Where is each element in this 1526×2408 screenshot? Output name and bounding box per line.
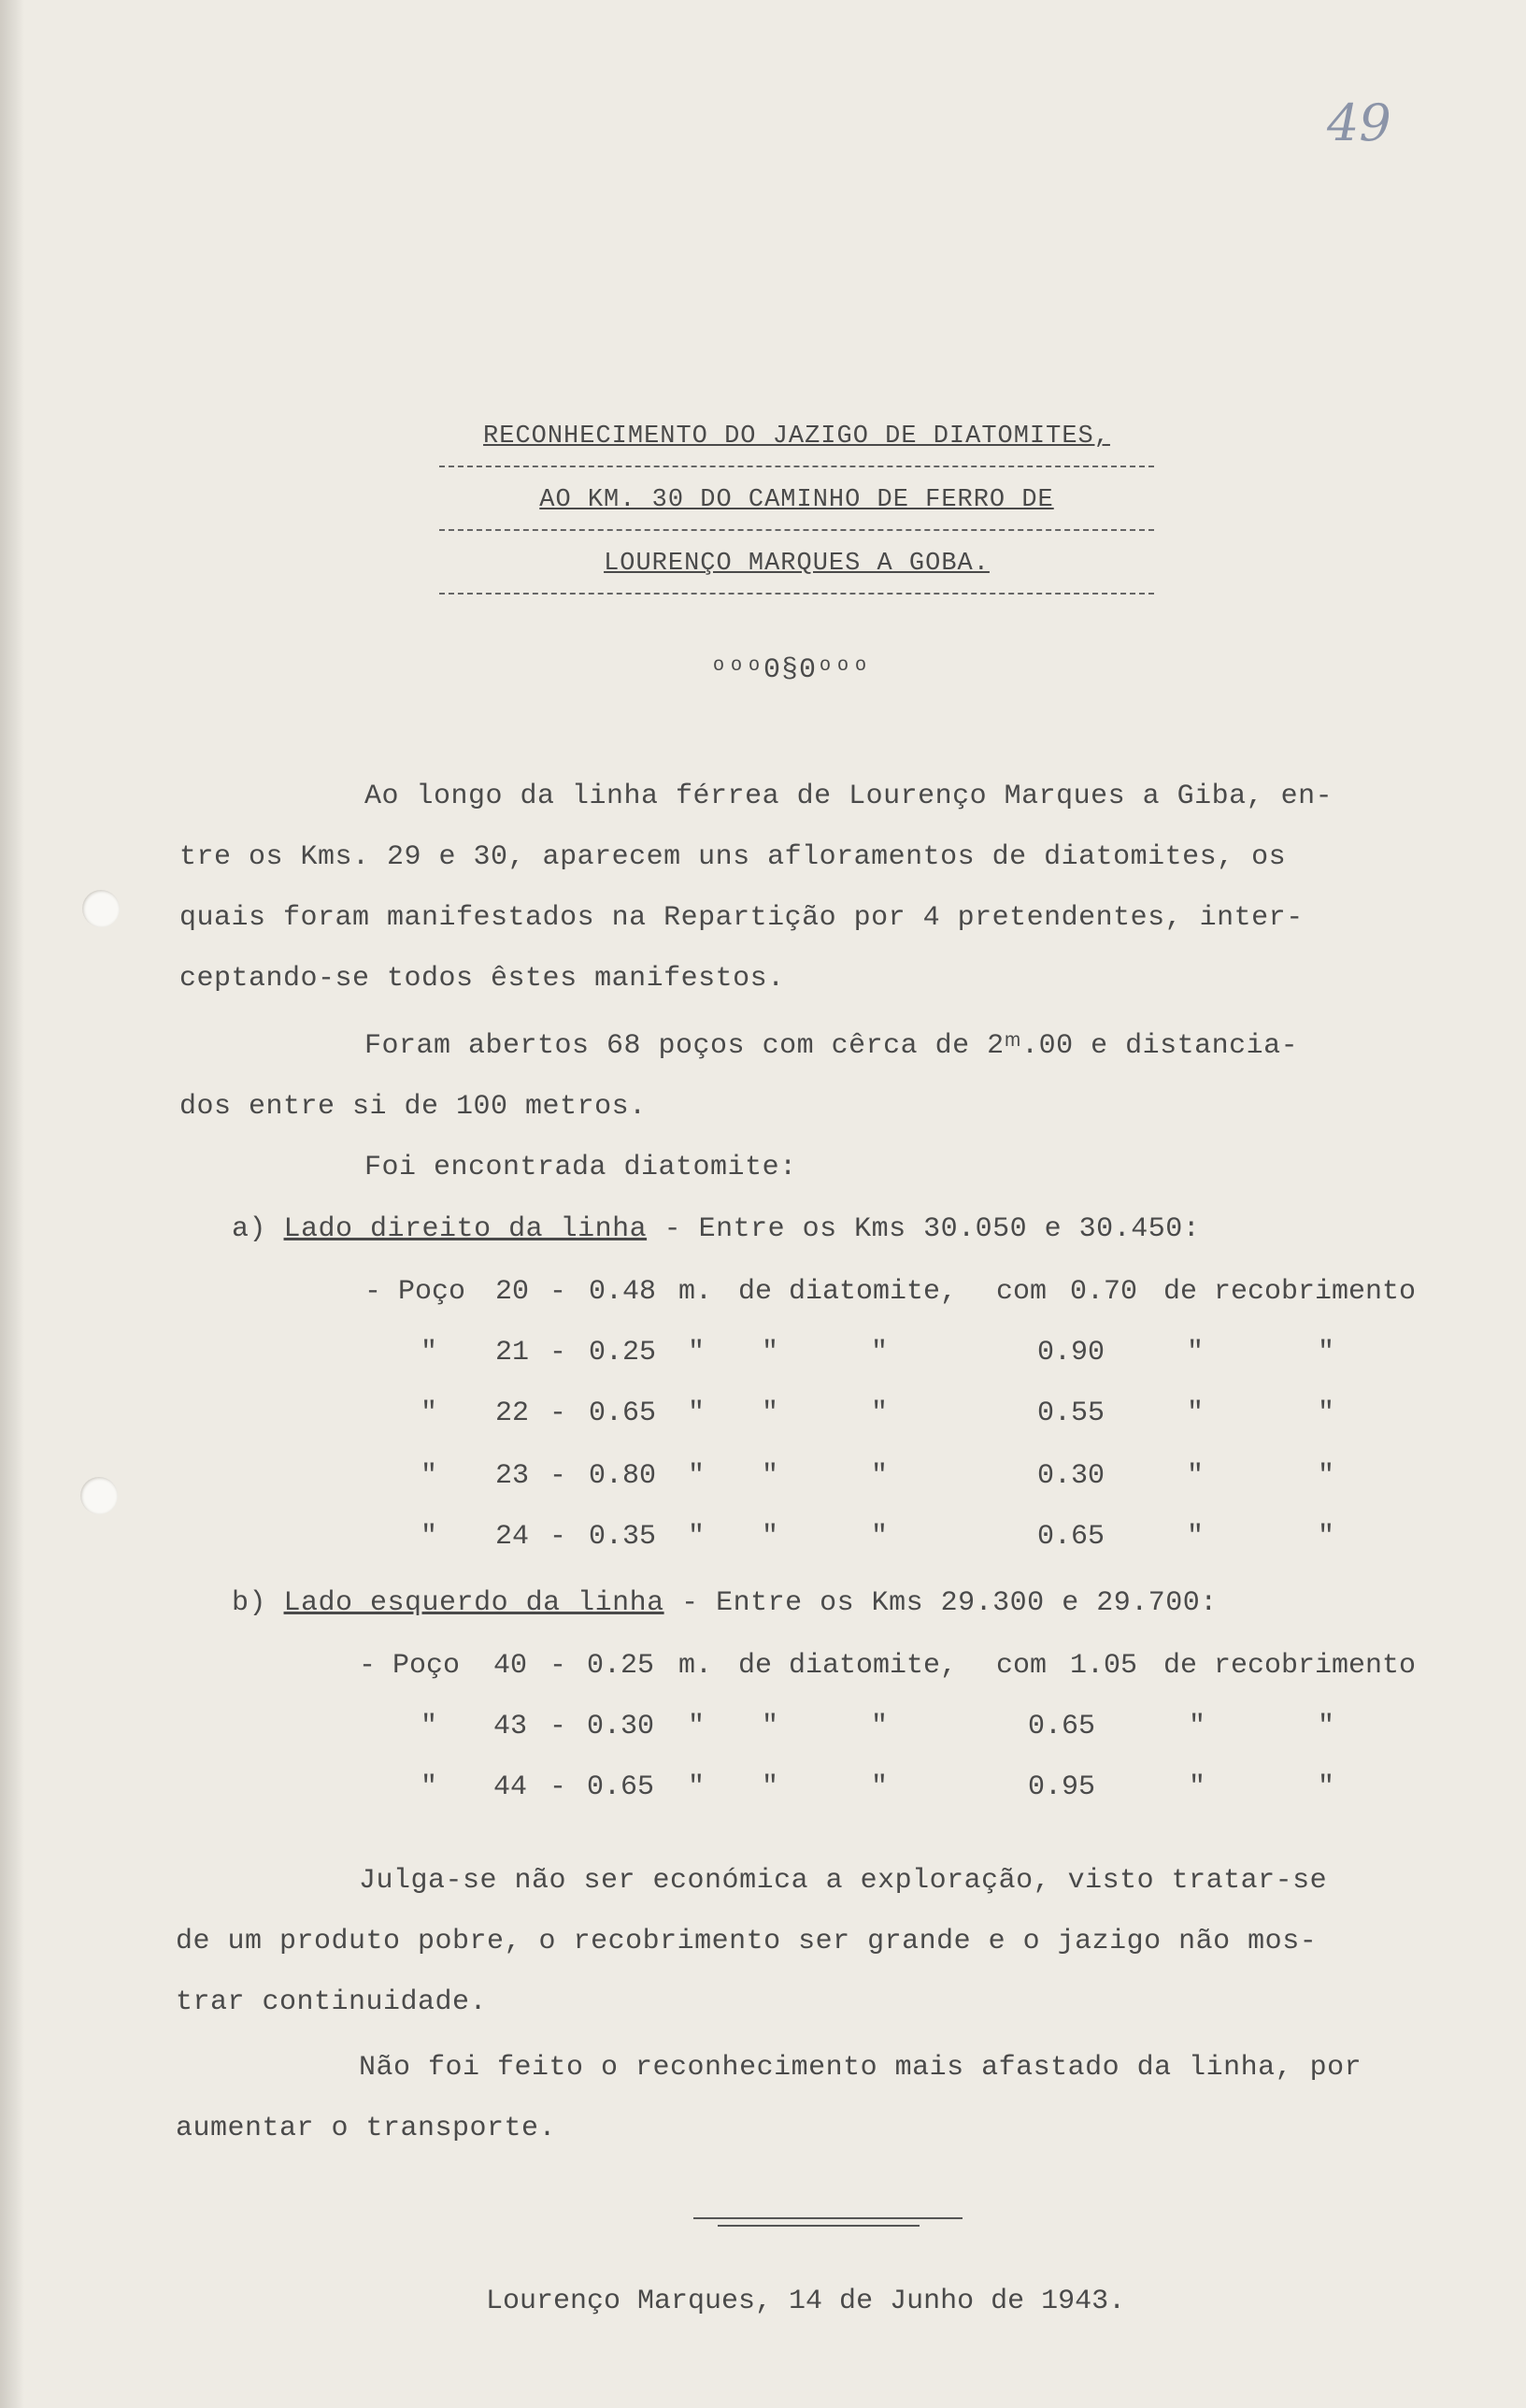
- ornament: ᵒᵒᵒ0§0ᵒᵒᵒ: [710, 654, 871, 686]
- punch-hole: [82, 890, 120, 927]
- separator-rule: [693, 2217, 963, 2219]
- para1-line: tre os Kms. 29 e 30, aparecem uns afloramentos de diatomites, os: [179, 841, 1287, 873]
- title-rule: [439, 593, 1154, 595]
- para4-line: Não foi feito o reconhecimento mais afastado da linha, por: [359, 2052, 1362, 2084]
- para1-line: ceptando-se todos êstes manifestos.: [179, 963, 785, 995]
- title-line-2: AO KM. 30 DO CAMINHO DE FERRO DE: [539, 486, 1054, 514]
- folio-number: 49: [1327, 93, 1391, 152]
- section-b-heading: b) Lado esquerdo da linha - Entre os Kms 29.300 e 29.700:: [232, 1587, 1218, 1619]
- para3-line: Julga-se não ser económica a exploração, visto tratar-se: [359, 1865, 1328, 1897]
- place-date-line: Lourenço Marques, 14 de Junho de 1943.: [486, 2286, 1126, 2317]
- para3-line: trar continuidade.: [176, 1986, 488, 2018]
- found-line: Foi encontrada diatomite:: [364, 1152, 797, 1183]
- punch-hole: [80, 1477, 118, 1514]
- title-line-3: LOURENÇO MARQUES A GOBA.: [604, 550, 990, 578]
- para2-line: Foram abertos 68 poços com cêrca de 2ᵐ.00 e distancia-: [364, 1030, 1299, 1062]
- para1-line: quais foram manifestados na Repartição por 4 pretendentes, inter-: [179, 902, 1304, 934]
- separator-rule: [718, 2225, 920, 2227]
- section-a-heading: a) Lado direito da linha - Entre os Kms 30.050 e 30.450:: [232, 1213, 1201, 1245]
- title-rule: [439, 466, 1154, 467]
- para3-line: de um produto pobre, o recobrimento ser grande e o jazigo não mos-: [176, 1926, 1318, 1957]
- document-page: 49 RECONHECIMENTO DO JAZIGO DE DIATOMITES, AO KM. 30 DO CAMINHO DE FERRO DE LOURENÇO MARQUES A GOBA. ᵒᵒᵒ0§0ᵒᵒᵒ Ao longo da linha férrea de Lourenço Marques a Giba, en- tre os Kms. 29 e 30, aparecem uns afloramentos de diatomites, os quais foram manifestados na Repartição por 4 pretendentes, inter- ceptando-se todos êstes manifestos. Foram abertos 68 poços com cêrca de 2ᵐ.00 e distancia- dos entre si de 100 metros. Foi encontrada diatomite: a) Lado direito da linha - Entre os Kms 30.050 e 30.450: - Poço 20 - 0.48 m. de diatomite, com 0.70 de recobrimento " 21 - 0.25 " " " 0.90 " " " 22 - 0.65 " " " 0.55 " " " 23 - 0.80 " " " 0.30 " " " 24 - 0.35 " " " 0.65 " " b) Lado esquerdo da linha - Entre os Kms 29.300 e 29.700: - Poço 40 - 0.25 m. de diatomite, com 1.05 de recobrimento " 43 - 0.30 " " " 0.65 " " " 44 - 0.65 " " " 0.95 " " Julga-se não ser económica a exploração, visto tratar-se de um produto pobre, o recobrimento ser grande e o jazigo não mos- trar continuidade. Não foi feito o reconhecimento mais afastado da linha, por aumentar o transporte. Lourenço Marques, 14 de Junho de 1943.: [0, 0, 1526, 2408]
- para2-line: dos entre si de 100 metros.: [179, 1091, 647, 1123]
- para4-line: aumentar o transporte.: [176, 2113, 557, 2144]
- title-rule: [439, 529, 1154, 531]
- binding-edge: [0, 0, 24, 2408]
- title-line-1: RECONHECIMENTO DO JAZIGO DE DIATOMITES,: [483, 423, 1110, 451]
- para1-line: Ao longo da linha férrea de Lourenço Marques a Giba, en-: [364, 781, 1333, 812]
